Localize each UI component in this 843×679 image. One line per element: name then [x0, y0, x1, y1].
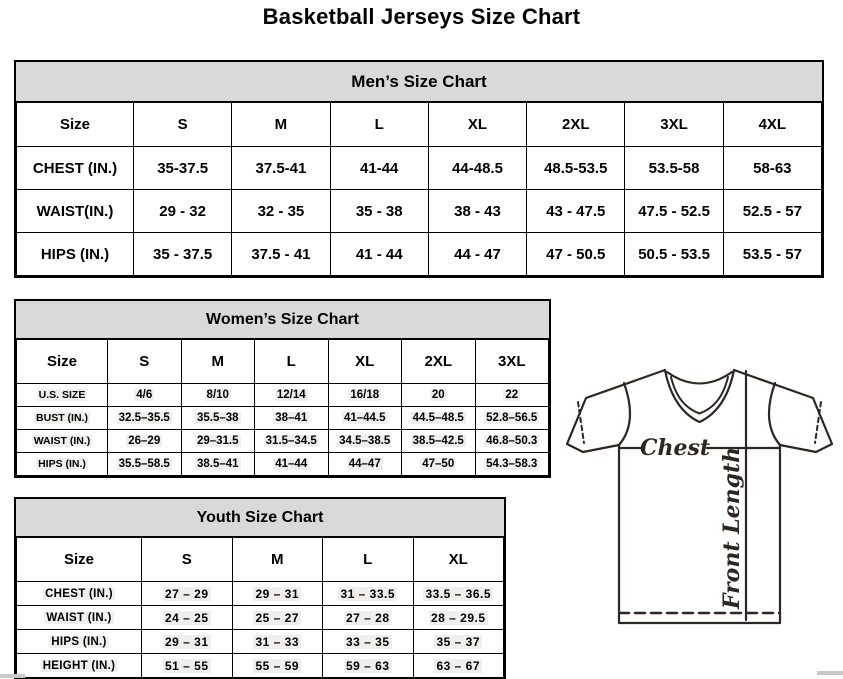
size-value-cell	[475, 407, 549, 430]
size-value: 44 - 47	[454, 245, 501, 263]
size-value-cell	[328, 453, 402, 476]
table-row	[17, 233, 822, 276]
size-value: 52.5 - 57	[742, 202, 802, 220]
size-value-cell	[181, 407, 255, 430]
page-title: Basketball Jerseys Size Chart	[262, 4, 581, 29]
row-label	[17, 190, 134, 233]
size-value-cell	[134, 190, 232, 233]
size-value: 31 – 33	[255, 634, 300, 649]
column-header: M	[232, 538, 323, 582]
table-row	[17, 430, 549, 453]
size-value-cell	[232, 147, 330, 190]
size-value-cell	[330, 233, 428, 276]
column-header: XL	[428, 103, 526, 147]
size-value-cell	[142, 654, 233, 678]
size-value: 38 - 43	[454, 202, 501, 220]
size-value: 25 – 27	[255, 610, 300, 625]
size-value: 29 – 31	[255, 586, 300, 601]
column-header: S	[134, 103, 232, 147]
size-value-cell	[232, 654, 323, 678]
size-value: 35-37.5	[157, 159, 209, 177]
womens-chart-header: Women’s Size Chart	[16, 301, 549, 339]
table-row	[17, 407, 549, 430]
row-label-text: WAIST (IN.)	[46, 611, 112, 624]
column-header: 2XL	[402, 340, 476, 384]
row-label-text: WAIST(IN.)	[36, 202, 114, 220]
size-value-cell	[475, 430, 549, 453]
column-header: M	[232, 103, 330, 147]
size-value: 46.8–50.3	[486, 435, 538, 447]
column-header: L	[330, 103, 428, 147]
table-row	[17, 654, 504, 678]
size-value: 34.5–38.5	[339, 435, 391, 447]
row-label	[17, 430, 108, 453]
row-label-text: BUST (IN.)	[36, 412, 88, 424]
size-value: 33 – 35	[345, 634, 390, 649]
column-header: 2XL	[527, 103, 625, 147]
column-header-row	[17, 538, 504, 582]
size-value: 63 – 67	[436, 658, 481, 673]
size-value-cell	[527, 147, 625, 190]
size-value-cell	[475, 384, 549, 407]
size-value: 22	[505, 389, 519, 401]
size-value-cell	[328, 384, 402, 407]
size-value: 38–41	[275, 412, 308, 424]
size-value: 20	[431, 389, 445, 401]
size-value-cell	[330, 147, 428, 190]
size-value-cell	[232, 233, 330, 276]
column-header: L	[323, 538, 414, 582]
left-armhole-seam	[619, 383, 630, 445]
size-value-cell	[625, 147, 723, 190]
size-value-cell	[625, 190, 723, 233]
table-row	[17, 453, 549, 476]
column-header: S	[142, 538, 233, 582]
size-value-cell	[475, 453, 549, 476]
size-value-cell	[142, 630, 233, 654]
size-value: 50.5 - 53.5	[638, 245, 710, 263]
right-armhole-seam	[769, 383, 780, 445]
size-value-cell	[181, 430, 255, 453]
size-value-cell	[402, 453, 476, 476]
womens-table	[16, 339, 549, 476]
size-value: 27 – 29	[164, 586, 209, 601]
vneck-collar-inner	[671, 377, 728, 414]
size-value-cell	[108, 384, 182, 407]
jersey-outline	[567, 370, 832, 623]
table-row	[17, 147, 822, 190]
size-value: 54.3–58.3	[486, 458, 538, 470]
youth-table	[16, 537, 504, 678]
size-value-cell	[142, 606, 233, 630]
row-label	[17, 582, 142, 606]
row-label-text: HIPS (IN.)	[38, 458, 86, 470]
size-value: 4/6	[136, 389, 153, 401]
front-length-label: Front Length	[719, 446, 745, 610]
size-value-cell	[723, 233, 821, 276]
size-value: 44.5–48.5	[412, 412, 464, 424]
size-value-cell	[402, 430, 476, 453]
row-label-text: WAIST (IN.)	[33, 435, 91, 447]
size-value-cell	[232, 630, 323, 654]
size-value: 41 - 44	[355, 245, 403, 263]
size-value-cell	[255, 407, 329, 430]
size-value-cell	[413, 582, 504, 606]
row-label-text: U.S. SIZE	[38, 389, 86, 401]
row-label	[17, 407, 108, 430]
jersey-measurement-diagram	[556, 356, 843, 656]
size-value-cell	[255, 453, 329, 476]
column-header: Size	[17, 103, 134, 147]
column-header: 3XL	[625, 103, 723, 147]
size-value: 43 - 47.5	[546, 202, 606, 220]
size-value: 38.5–41	[196, 458, 239, 470]
size-value: 12/14	[276, 389, 306, 401]
back-collar-arc	[667, 372, 732, 384]
size-value-cell	[428, 147, 526, 190]
size-value: 35 - 37.5	[153, 245, 213, 263]
row-label	[17, 453, 108, 476]
mens-size-chart	[14, 60, 824, 278]
row-label	[17, 147, 134, 190]
column-header-row	[17, 340, 549, 384]
size-value-cell	[181, 384, 255, 407]
size-value-cell	[527, 233, 625, 276]
size-value: 52.8–56.5	[486, 412, 538, 424]
row-label-text: HIPS (IN.)	[51, 635, 107, 648]
size-value: 31.5–34.5	[265, 435, 317, 447]
column-header: XL	[328, 340, 402, 384]
row-label	[17, 606, 142, 630]
size-value-cell	[232, 190, 330, 233]
size-value: 53.5-58	[648, 159, 700, 177]
size-value: 47 - 50.5	[546, 245, 606, 263]
row-label-text: HEIGHT (IN.)	[42, 659, 116, 672]
size-value: 31 – 33.5	[340, 586, 396, 601]
size-value: 35 – 37	[436, 634, 481, 649]
youth-size-chart	[14, 497, 506, 679]
size-value-cell	[255, 430, 329, 453]
size-value: 28 – 29.5	[430, 610, 486, 625]
size-value: 35.5–58.5	[118, 458, 170, 470]
row-label	[17, 654, 142, 678]
size-value-cell	[723, 190, 821, 233]
size-value-cell	[134, 233, 232, 276]
size-value: 47.5 - 52.5	[638, 202, 710, 220]
size-value-cell	[108, 453, 182, 476]
row-label	[17, 384, 108, 407]
mens-chart-header: Men’s Size Chart	[16, 62, 822, 102]
bottom-right-edge-artifact	[817, 671, 843, 675]
size-value-cell	[108, 430, 182, 453]
size-value: 16/18	[350, 389, 380, 401]
size-value-cell	[255, 384, 329, 407]
size-value: 44-48.5	[452, 159, 503, 177]
chest-label: Chest	[639, 435, 711, 461]
size-value: 26–29	[128, 435, 161, 447]
size-value: 41–44.5	[343, 412, 386, 424]
size-value-cell	[142, 582, 233, 606]
table-row	[17, 630, 504, 654]
column-header: XL	[413, 538, 504, 582]
table-row	[17, 606, 504, 630]
size-value: 37.5 - 41	[251, 245, 311, 263]
size-value-cell	[323, 606, 414, 630]
size-value: 29 - 32	[159, 202, 206, 220]
size-value: 33.5 – 36.5	[425, 586, 492, 601]
size-value-cell	[428, 233, 526, 276]
size-value: 35 - 38	[355, 202, 403, 220]
table-row	[17, 582, 504, 606]
size-value: 29–31.5	[196, 435, 239, 447]
size-value-cell	[330, 190, 428, 233]
size-value: 58-63	[753, 159, 792, 177]
jersey-diagram-svg	[556, 356, 843, 656]
column-header: M	[181, 340, 255, 384]
size-value-cell	[413, 630, 504, 654]
size-value: 8/10	[206, 389, 229, 401]
size-value-cell	[232, 582, 323, 606]
size-value: 55 – 59	[255, 658, 300, 673]
size-value: 29 – 31	[164, 634, 209, 649]
size-value: 47–50	[422, 458, 455, 470]
table-row	[17, 190, 822, 233]
table-row	[17, 384, 549, 407]
size-value: 48.5-53.5	[544, 159, 608, 177]
size-value-cell	[323, 654, 414, 678]
size-value: 38.5–42.5	[412, 435, 464, 447]
size-value-cell	[413, 654, 504, 678]
size-value: 35.5–38	[196, 412, 239, 424]
size-value-cell	[181, 453, 255, 476]
column-header: Size	[17, 538, 142, 582]
row-label-text: HIPS (IN.)	[40, 245, 110, 263]
size-value-cell	[328, 407, 402, 430]
size-value: 44–47	[348, 458, 381, 470]
column-header: Size	[17, 340, 108, 384]
size-value-cell	[402, 407, 476, 430]
size-value: 32 - 35	[257, 202, 305, 220]
row-label	[17, 233, 134, 276]
column-header-row	[17, 103, 822, 147]
size-value-cell	[108, 407, 182, 430]
size-value: 41–44	[275, 458, 308, 470]
column-header: 3XL	[475, 340, 549, 384]
size-value-cell	[413, 606, 504, 630]
size-value: 27 – 28	[345, 610, 390, 625]
column-header: L	[255, 340, 329, 384]
row-label-text: CHEST (IN.)	[32, 159, 118, 177]
mens-table	[16, 102, 822, 276]
size-value: 53.5 - 57	[742, 245, 802, 263]
size-value-cell	[625, 233, 723, 276]
size-value-cell	[232, 606, 323, 630]
size-value-cell	[402, 384, 476, 407]
bottom-left-edge-artifact	[0, 674, 25, 678]
size-value: 37.5-41	[255, 159, 307, 177]
womens-size-chart	[14, 299, 551, 478]
youth-chart-header: Youth Size Chart	[16, 499, 504, 537]
row-label	[17, 630, 142, 654]
size-value-cell	[723, 147, 821, 190]
size-value-cell	[134, 147, 232, 190]
size-value: 32.5–35.5	[118, 412, 170, 424]
column-header: S	[108, 340, 182, 384]
size-value-cell	[328, 430, 402, 453]
size-value: 59 – 63	[345, 658, 390, 673]
size-value-cell	[323, 630, 414, 654]
size-value-cell	[323, 582, 414, 606]
column-header: 4XL	[723, 103, 821, 147]
size-value-cell	[428, 190, 526, 233]
size-value: 41-44	[360, 159, 399, 177]
row-label-text: CHEST (IN.)	[45, 587, 113, 600]
size-value: 24 – 25	[164, 610, 209, 625]
size-value: 51 – 55	[164, 658, 209, 673]
size-value-cell	[527, 190, 625, 233]
